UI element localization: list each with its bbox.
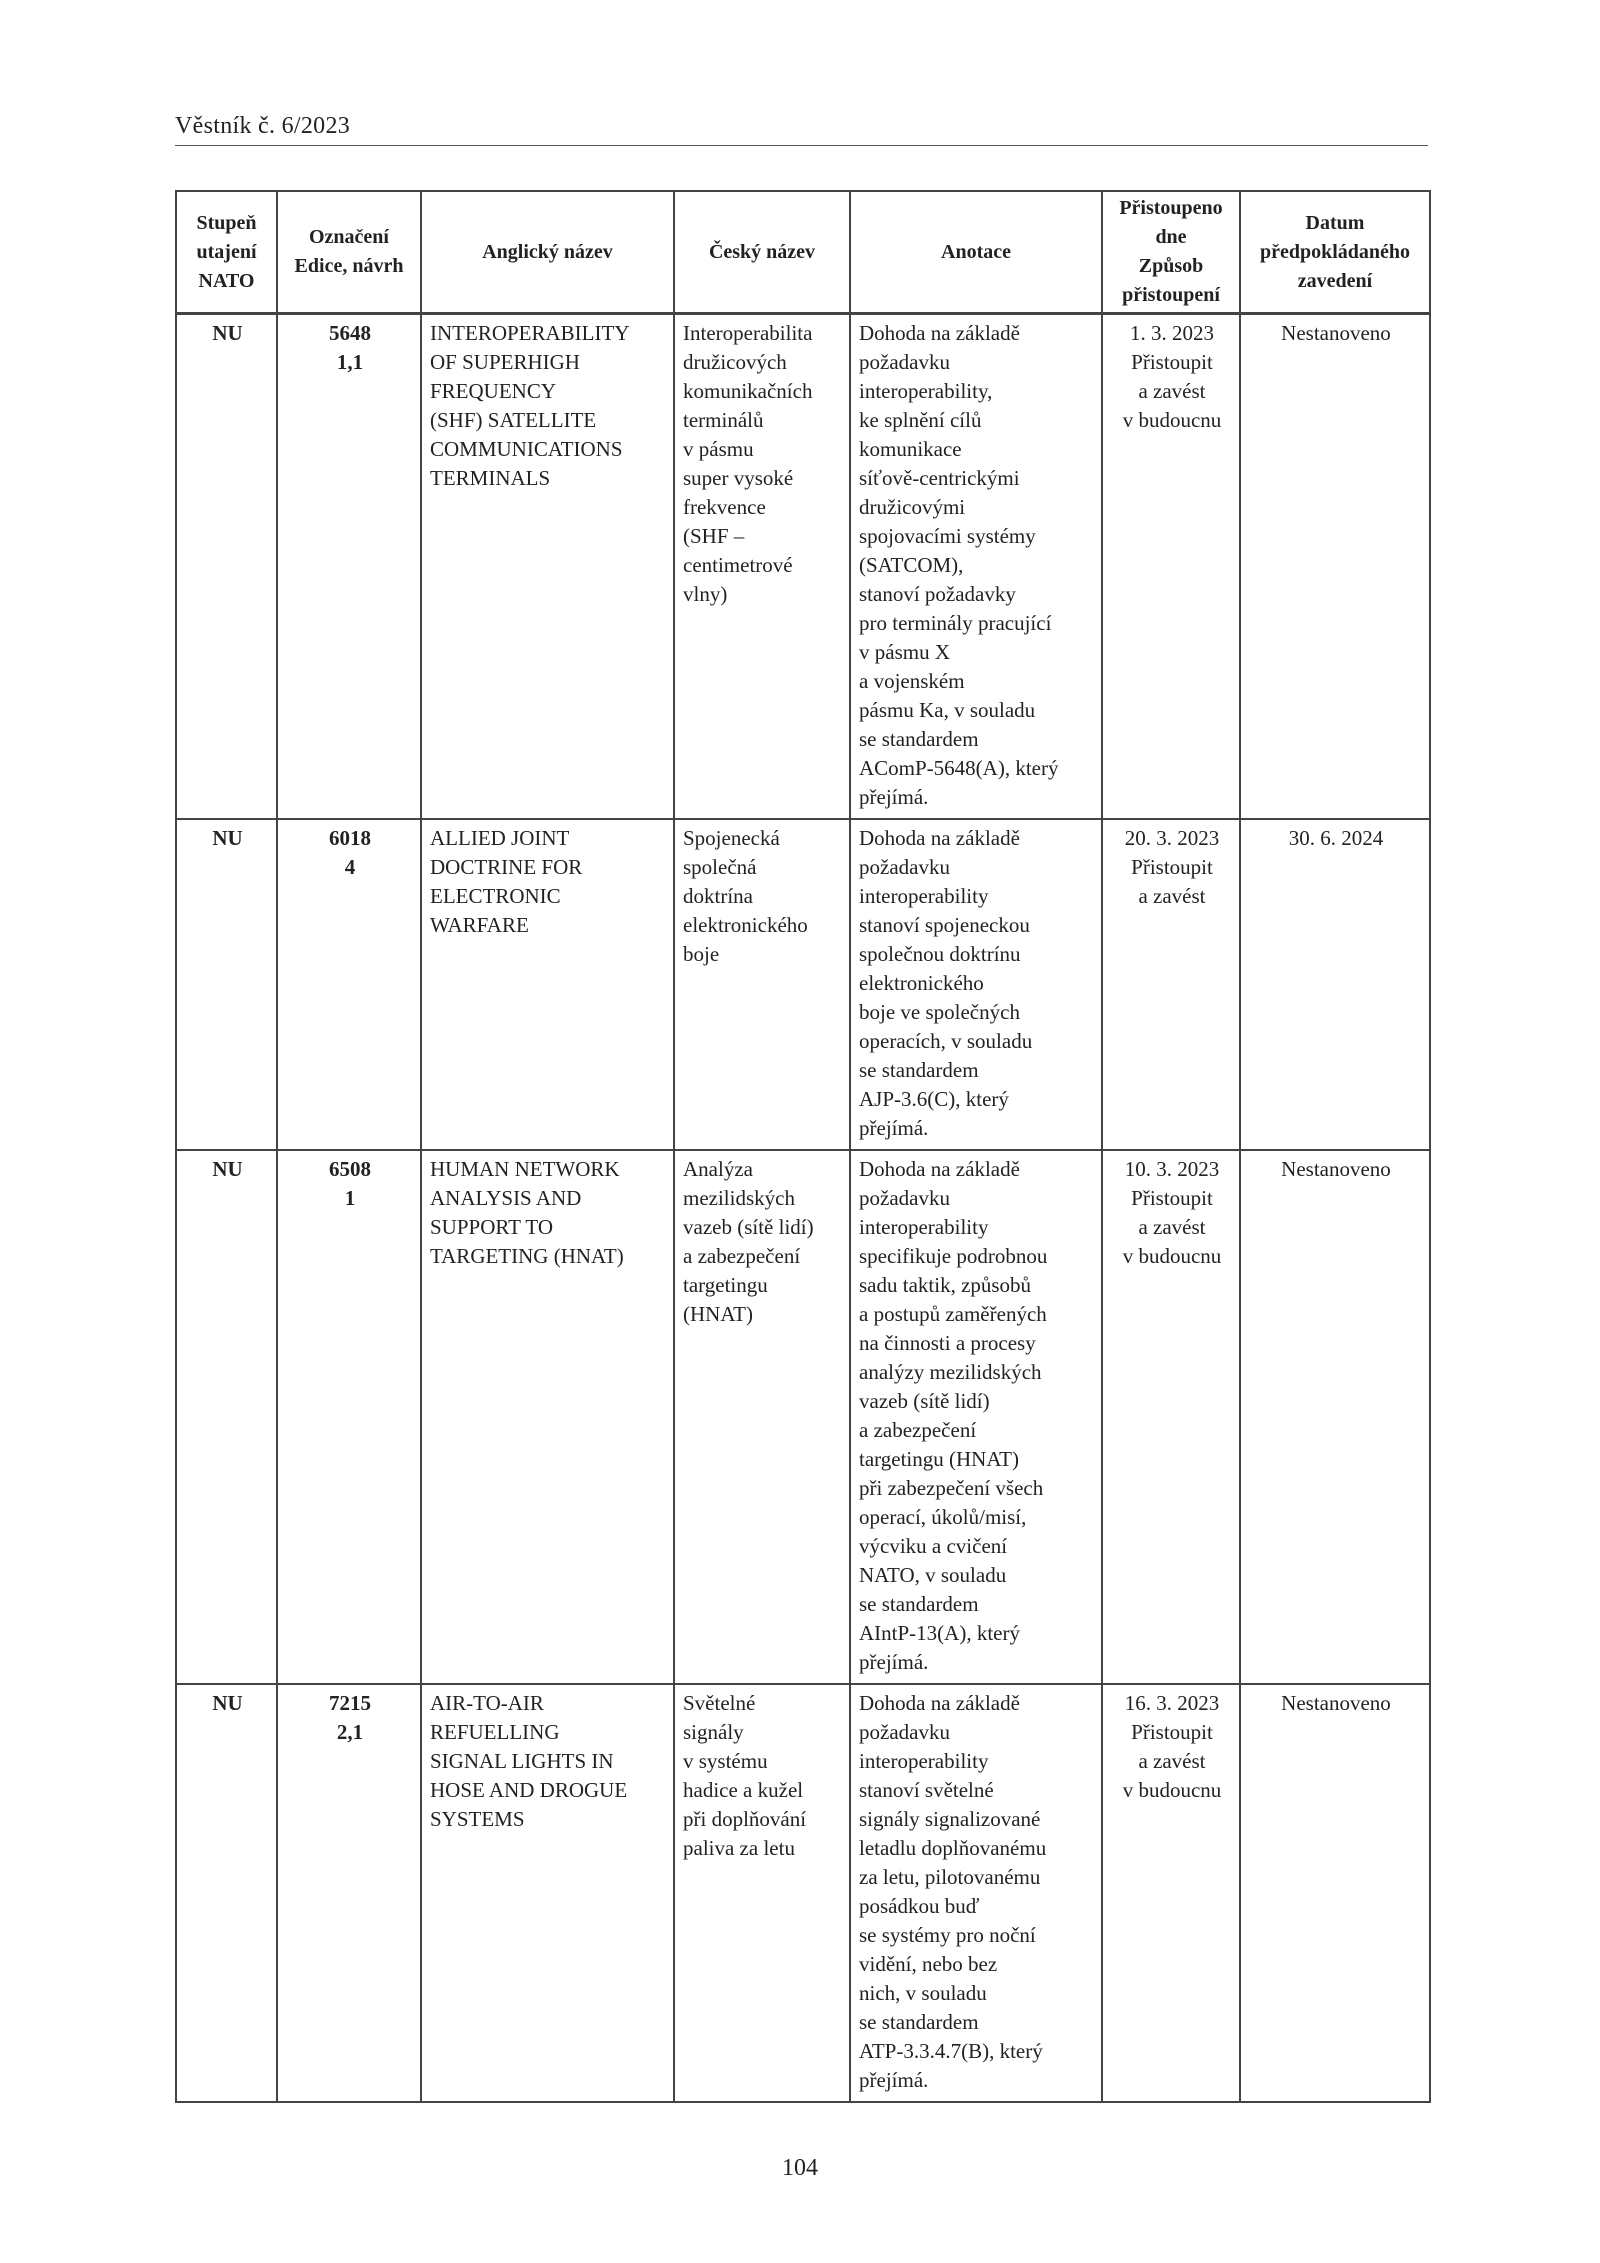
- cell-line: interoperability: [859, 1215, 989, 1239]
- cell-line: TARGETING (HNAT): [430, 1244, 624, 1268]
- cell-line: paliva za letu: [683, 1836, 795, 1860]
- cell-line: se standardem: [859, 2010, 979, 2034]
- table-body: [176, 314, 1430, 2103]
- cell-line: pro terminály pracující: [859, 611, 1052, 635]
- cell-line: SIGNAL LIGHTS IN: [430, 1749, 614, 1773]
- table-row: [176, 314, 1430, 820]
- cell-line: boje ve společných: [859, 1000, 1020, 1024]
- cell-line: Dohoda na základě: [859, 1157, 1020, 1181]
- cell-line: družicových: [683, 350, 787, 374]
- cell-line: a zabezpečení: [683, 1244, 801, 1268]
- cell-line: targetingu: [683, 1273, 768, 1297]
- cell-line: frekvence: [683, 495, 766, 519]
- cell-line: vlny): [683, 582, 728, 606]
- cell-line: 10. 3. 2023: [1124, 1157, 1220, 1181]
- cell-line: interoperability: [859, 884, 989, 908]
- cell-line: boje: [683, 942, 720, 966]
- cell-line: v budoucnu: [1122, 1778, 1222, 1802]
- header-oznaceni: Označení Edice, návrh: [277, 191, 421, 314]
- cell-line: (SHF –: [683, 524, 745, 548]
- table-row: [176, 1150, 1430, 1684]
- cell-line: super vysoké: [683, 466, 794, 490]
- cell-line: elektronického: [859, 971, 984, 995]
- cell-line: 16. 3. 2023: [1124, 1691, 1220, 1715]
- header-pristoupeno: Přistoupeno dne Způsob přistoupení: [1102, 191, 1240, 314]
- table-row: [176, 819, 1430, 1150]
- cell-line: se standardem: [859, 1592, 979, 1616]
- cell-line: Spojenecká: [683, 826, 780, 850]
- cell-line: hadice a kužel: [683, 1778, 804, 1802]
- cell-line: elektronického: [683, 913, 808, 937]
- cell-line: mezilidských: [683, 1186, 795, 1210]
- cell-anglicky-nazev: [421, 1150, 674, 1684]
- cell-anglicky-nazev: [421, 314, 674, 820]
- standards-table: [175, 190, 1431, 2103]
- cell-line: Přistoupit: [1131, 350, 1213, 374]
- cell-datum-zavedeni: [1240, 819, 1430, 1150]
- cell-line: ke splnění cílů: [859, 408, 982, 432]
- cell-stupen: NU: [176, 314, 277, 820]
- cell-line: požadavku: [859, 1186, 950, 1210]
- cell-line: interoperability: [859, 1749, 989, 1773]
- cell-line: Interoperabilita: [683, 321, 813, 345]
- cell-line: požadavku: [859, 855, 950, 879]
- cell-line: na činnosti a procesy: [859, 1331, 1036, 1355]
- cell-line: ALLIED JOINT: [430, 826, 570, 850]
- header-anotace: Anotace: [850, 191, 1102, 314]
- cell-line: 30. 6. 2024: [1288, 826, 1384, 850]
- cell-line: požadavku: [859, 350, 950, 374]
- cell-line: Nestanoveno: [1281, 1157, 1391, 1181]
- cell-line: ATP-3.3.4.7(B), který: [859, 2039, 1043, 2063]
- cell-line: se systémy pro noční: [859, 1923, 1036, 1947]
- cell-pristoupeno: [1102, 1150, 1240, 1684]
- cell-datum-zavedeni: [1240, 1684, 1430, 2102]
- cell-line: 2,1: [336, 1720, 364, 1744]
- cell-line: SUPPORT TO: [430, 1215, 554, 1239]
- cell-line: a vojenském: [859, 669, 965, 693]
- cell-line: a zavést: [1138, 1215, 1206, 1239]
- cell-line: AIntP-13(A), který: [859, 1621, 1020, 1645]
- cell-line: komunikačních: [683, 379, 813, 403]
- cell-line: se standardem: [859, 1058, 979, 1082]
- header-anglicky-nazev: Anglický název: [421, 191, 674, 314]
- cell-anotace: [850, 314, 1102, 820]
- cell-oznaceni: [277, 314, 421, 820]
- cell-line: ANALYSIS AND: [430, 1186, 582, 1210]
- cell-line: 20. 3. 2023: [1124, 826, 1220, 850]
- cell-line: 7215: [329, 1691, 371, 1715]
- cell-line: operacích, v souladu: [859, 1029, 1033, 1053]
- cell-pristoupeno: [1102, 819, 1240, 1150]
- cell-line: operací, úkolů/misí,: [859, 1505, 1027, 1529]
- cell-line: (HNAT): [683, 1302, 753, 1326]
- cell-oznaceni: [277, 819, 421, 1150]
- cell-line: TERMINALS: [430, 466, 551, 490]
- cell-line: 6018: [329, 826, 371, 850]
- cell-line: HUMAN NETWORK: [430, 1157, 620, 1181]
- cell-line: 1: [344, 1186, 356, 1210]
- cell-line: HOSE AND DROGUE: [430, 1778, 628, 1802]
- table-header-row: [176, 191, 1430, 314]
- cell-line: v pásmu X: [859, 640, 950, 664]
- cell-line: společná: [683, 855, 757, 879]
- cell-line: vazeb (sítě lidí): [683, 1215, 814, 1239]
- page-number: 104: [782, 2155, 818, 2181]
- cell-line: analýzy mezilidských: [859, 1360, 1042, 1384]
- cell-line: Nestanoveno: [1281, 1691, 1391, 1715]
- cell-line: Dohoda na základě: [859, 321, 1020, 345]
- cell-line: stanoví světelné: [859, 1778, 994, 1802]
- cell-stupen: NU: [176, 1150, 277, 1684]
- cell-line: přejímá.: [859, 1116, 929, 1140]
- cell-line: v systému: [683, 1749, 768, 1773]
- cell-line: centimetrové: [683, 553, 793, 577]
- cell-line: DOCTRINE FOR: [430, 855, 583, 879]
- cell-line: REFUELLING: [430, 1720, 560, 1744]
- header-rule: [175, 145, 1428, 146]
- cell-cesky-nazev: [674, 1150, 850, 1684]
- cell-line: se standardem: [859, 727, 979, 751]
- cell-line: a zavést: [1138, 379, 1206, 403]
- cell-line: Dohoda na základě: [859, 1691, 1020, 1715]
- cell-line: a postupů zaměřených: [859, 1302, 1047, 1326]
- cell-line: FREQUENCY: [430, 379, 557, 403]
- cell-line: požadavku: [859, 1720, 950, 1744]
- cell-cesky-nazev: [674, 819, 850, 1150]
- cell-line: (SATCOM),: [859, 553, 964, 577]
- cell-line: družicovými: [859, 495, 966, 519]
- cell-line: stanoví spojeneckou: [859, 913, 1030, 937]
- cell-anglicky-nazev: [421, 1684, 674, 2102]
- cell-line: doktrína: [683, 884, 753, 908]
- cell-line: AIR-TO-AIR: [430, 1691, 544, 1715]
- cell-line: a zavést: [1138, 1749, 1206, 1773]
- cell-line: 4: [344, 855, 356, 879]
- cell-line: vazeb (sítě lidí): [859, 1389, 990, 1413]
- cell-line: Dohoda na základě: [859, 826, 1020, 850]
- cell-line: Analýza: [683, 1157, 753, 1181]
- header-cesky-nazev: Český název: [674, 191, 850, 314]
- cell-line: ELECTRONIC: [430, 884, 561, 908]
- cell-line: 6508: [329, 1157, 371, 1181]
- cell-line: přejímá.: [859, 785, 929, 809]
- cell-line: a zavést: [1138, 884, 1206, 908]
- cell-line: vidění, nebo bez: [859, 1952, 998, 1976]
- cell-line: komunikace: [859, 437, 962, 461]
- cell-line: v pásmu: [683, 437, 754, 461]
- cell-line: za letu, pilotovanému: [859, 1865, 1041, 1889]
- cell-line: přejímá.: [859, 1650, 929, 1674]
- cell-line: signály: [683, 1720, 744, 1744]
- cell-line: výcviku a cvičení: [859, 1534, 1008, 1558]
- cell-line: SYSTEMS: [430, 1807, 525, 1831]
- cell-line: letadlu doplňovanému: [859, 1836, 1047, 1860]
- cell-cesky-nazev: [674, 1684, 850, 2102]
- cell-line: NATO, v souladu: [859, 1563, 1007, 1587]
- cell-line: pásmu Ka, v souladu: [859, 698, 1036, 722]
- cell-line: terminálů: [683, 408, 764, 432]
- cell-line: spojovacími systémy: [859, 524, 1036, 548]
- cell-line: OF SUPERHIGH: [430, 350, 580, 374]
- cell-pristoupeno: [1102, 314, 1240, 820]
- cell-stupen: NU: [176, 819, 277, 1150]
- cell-line: stanoví požadavky: [859, 582, 1016, 606]
- cell-line: interoperability,: [859, 379, 993, 403]
- cell-line: AComP-5648(A), který: [859, 756, 1059, 780]
- cell-line: sadu taktik, způsobů: [859, 1273, 1032, 1297]
- cell-line: a zabezpečení: [859, 1418, 977, 1442]
- cell-line: při zabezpečení všech: [859, 1476, 1044, 1500]
- cell-line: v budoucnu: [1122, 1244, 1222, 1268]
- cell-datum-zavedeni: [1240, 1150, 1430, 1684]
- cell-line: síťově-centrickými: [859, 466, 1020, 490]
- cell-line: signály signalizované: [859, 1807, 1041, 1831]
- cell-anglicky-nazev: [421, 819, 674, 1150]
- cell-line: Přistoupit: [1131, 1186, 1213, 1210]
- cell-line: (SHF) SATELLITE: [430, 408, 597, 432]
- cell-line: Přistoupit: [1131, 1720, 1213, 1744]
- cell-line: 5648: [329, 321, 371, 345]
- cell-oznaceni: [277, 1150, 421, 1684]
- cell-line: Nestanoveno: [1281, 321, 1391, 345]
- cell-line: přejímá.: [859, 2068, 929, 2092]
- cell-line: WARFARE: [430, 913, 529, 937]
- cell-anotace: [850, 1684, 1102, 2102]
- cell-line: COMMUNICATIONS: [430, 437, 623, 461]
- cell-datum-zavedeni: [1240, 314, 1430, 820]
- cell-line: INTEROPERABILITY: [430, 321, 630, 345]
- cell-line: 1. 3. 2023: [1130, 321, 1214, 345]
- cell-line: při doplňování: [683, 1807, 807, 1831]
- table-row: [176, 1684, 1430, 2102]
- cell-line: posádkou buď: [859, 1894, 980, 1918]
- cell-line: Světelné: [683, 1691, 756, 1715]
- cell-oznaceni: [277, 1684, 421, 2102]
- cell-line: společnou doktrínu: [859, 942, 1021, 966]
- cell-anotace: [850, 819, 1102, 1150]
- cell-anotace: [850, 1150, 1102, 1684]
- header-stupen-utajeni: Stupeň utajení NATO: [176, 191, 277, 314]
- cell-line: v budoucnu: [1122, 408, 1222, 432]
- cell-cesky-nazev: [674, 314, 850, 820]
- header-datum-zavedeni: Datum předpokládaného zavedení: [1240, 191, 1430, 314]
- cell-line: nich, v souladu: [859, 1981, 987, 2005]
- cell-stupen: NU: [176, 1684, 277, 2102]
- running-head: Věstník č. 6/2023: [175, 113, 351, 139]
- cell-line: Přistoupit: [1131, 855, 1213, 879]
- cell-line: AJP-3.6(C), který: [859, 1087, 1009, 1111]
- cell-line: 1,1: [336, 350, 364, 374]
- cell-line: specifikuje podrobnou: [859, 1244, 1048, 1268]
- cell-line: targetingu (HNAT): [859, 1447, 1019, 1471]
- cell-pristoupeno: [1102, 1684, 1240, 2102]
